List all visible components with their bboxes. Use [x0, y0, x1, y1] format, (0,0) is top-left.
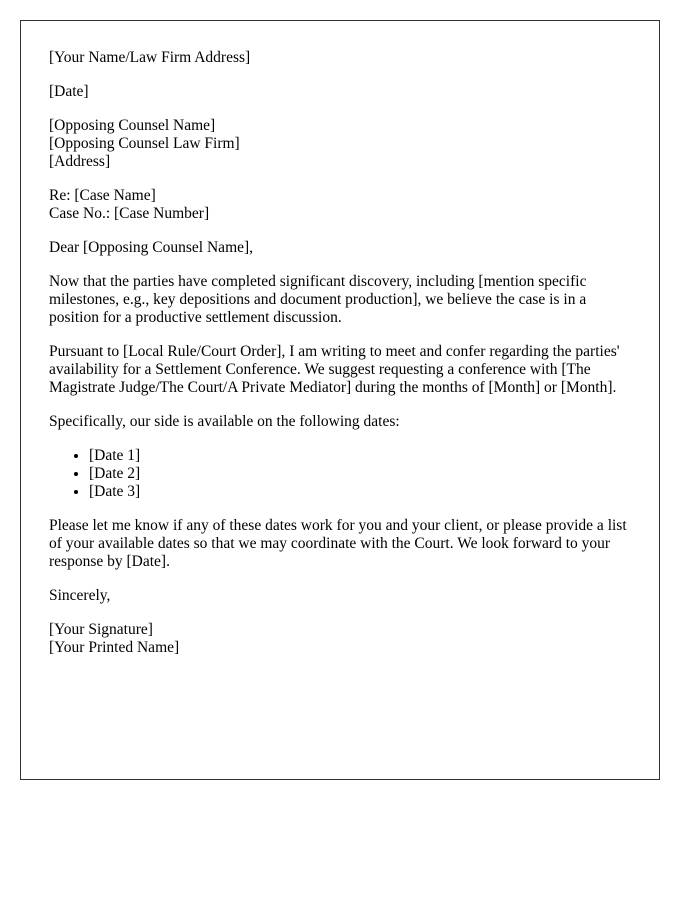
sender-block [49, 49, 634, 67]
reference-case-name: Re: [Case Name] [49, 187, 156, 204]
signature-line: [Your Signature] [49, 621, 153, 638]
salutation: Dear [Opposing Counsel Name], [49, 239, 254, 256]
letter-date: [Date] [49, 83, 89, 100]
reference-case-number: Case No.: [Case Number] [49, 205, 210, 222]
paragraph-meet-and-confer: Pursuant to [Local Rule/Court Order], I am writing to meet and confer regarding the parties' availability for a Settlement Conference. We suggest requesting a conference with [The Magistrate Judge/The Court/A Private Mediator] during the months of [Month] or [Month]. [49, 343, 620, 396]
signature-block [49, 621, 634, 657]
recipient-firm: [Opposing Counsel Law Firm] [49, 135, 240, 152]
paragraph-discovery: Now that the parties have completed significant discovery, including [mention specific milestones, e.g., key depositions and document production], we believe the case is in a position for a productive settlement discussion. [49, 273, 587, 326]
letter-page [20, 20, 660, 780]
paragraph-availability-intro: Specifically, our side is available on the following dates: [49, 413, 400, 430]
printed-name: [Your Printed Name] [49, 639, 180, 656]
sender-address: [Your Name/Law Firm Address] [49, 49, 251, 66]
list-item-date-1: • [Date 1] [89, 447, 634, 465]
closing-phrase: Sincerely, [49, 587, 111, 604]
paragraph-closing-request: Please let me know if any of these dates work for you and your client, or please provide a list of your available dates so that we may coordinate with the Court. We look forward to your response by [Date]. [49, 517, 627, 570]
recipient-name: [Opposing Counsel Name] [49, 117, 216, 134]
list-item-date-3: • [Date 3] [89, 483, 634, 501]
reference-block [49, 187, 634, 223]
recipient-block [49, 117, 634, 171]
recipient-address: [Address] [49, 153, 111, 170]
available-dates-list [49, 447, 634, 501]
list-item-date-2: • [Date 2] [89, 465, 634, 483]
letter-body [49, 49, 634, 673]
